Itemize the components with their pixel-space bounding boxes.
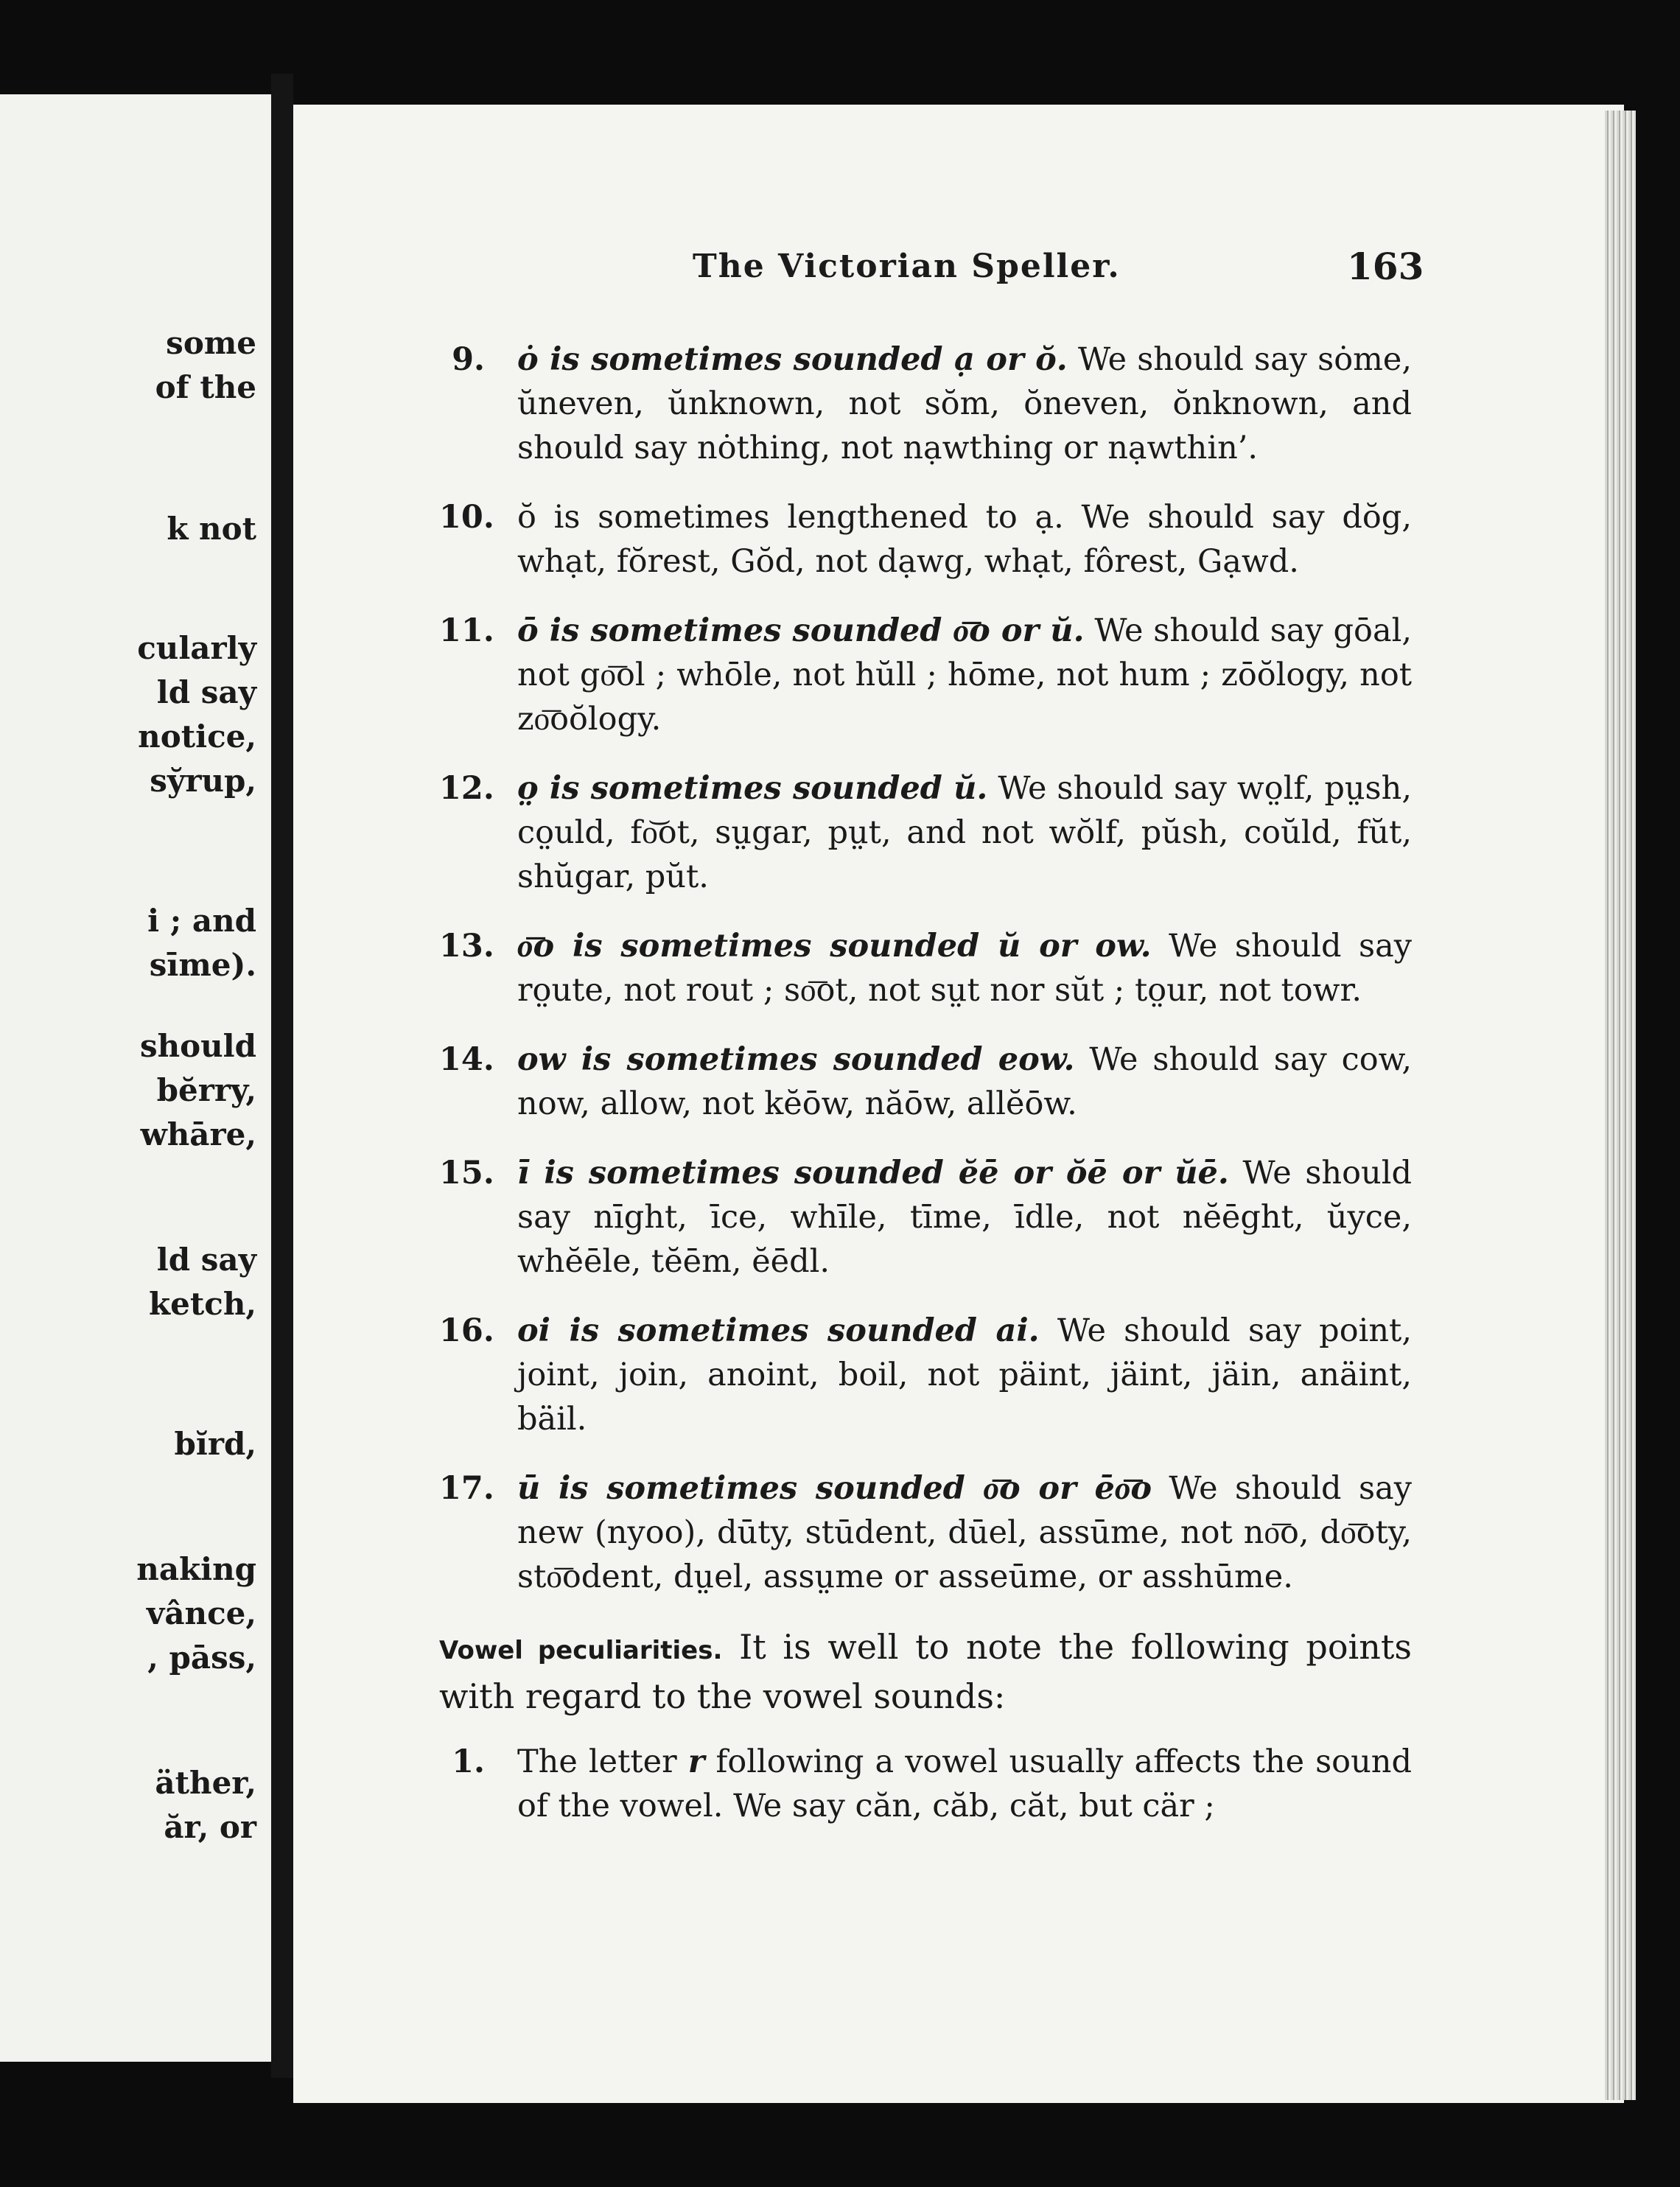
example-text: We should say wo̤lf, pṳsh, co̤uld, fo͝ot, sṳgar, pṳt, and not wŏlf, pŭsh, coŭld, fŭt, shŭgar, pŭt.: [517, 770, 1412, 895]
margin-fragment: notice,: [138, 718, 256, 755]
margin-fragment: whāre,: [140, 1116, 256, 1152]
rule-text: ȯ is sometimes sounded ạ or ŏ.: [517, 341, 1068, 378]
rule-text: o̤ is sometimes sounded ŭ.: [517, 770, 988, 807]
margin-fragment: naking: [136, 1551, 256, 1587]
rule-text: ī is sometimes sounded ĕē or ŏē or ŭē.: [517, 1155, 1229, 1192]
rule-item: [439, 1466, 1412, 1599]
item-number: 11.: [439, 612, 494, 649]
item-number: 14.: [439, 1041, 494, 1078]
margin-fragment: k not: [167, 511, 256, 547]
item-number: 13.: [439, 928, 494, 965]
margin-fragment: sy̆rup,: [150, 763, 256, 799]
rule-item: [439, 495, 1412, 584]
rule-item: [439, 1151, 1412, 1284]
rule-text: o͞o is sometimes sounded ŭ or ow.: [517, 928, 1152, 965]
rule-text: ū is sometimes sounded o͞o or ēo͞o: [517, 1470, 1152, 1507]
margin-fragment: ketch,: [149, 1286, 256, 1322]
margin-fragment: some: [166, 325, 256, 361]
margin-fragment: cularly: [137, 630, 256, 666]
margin-fragment: bĕrry,: [156, 1072, 256, 1108]
page-content: [439, 337, 1412, 1853]
section-list-item: [439, 1740, 1412, 1828]
facing-page: [0, 94, 271, 2062]
item-number: 17.: [439, 1470, 494, 1507]
rule-text: ow is sometimes sounded eow.: [517, 1041, 1075, 1078]
example-text: We should say new (nyoo), dūty, stūdent, dūel, assūme, not no͞o, do͞oty, sto͞odent, dṳel, assṳme or asseūme, or asshūme.: [517, 1470, 1412, 1595]
rule-item: [439, 1037, 1412, 1126]
example-text: ŏ is sometimes lengthened to ạ. We should say dŏg, whạt, fŏrest, Gŏd, not dạwg, whạt, fôrest, Gạwd.: [517, 499, 1412, 580]
item-number: 15.: [439, 1155, 494, 1192]
item-number: 1.: [452, 1743, 485, 1780]
section-intro: It is well to note the following points with regard to the vowel sounds:: [439, 1627, 1412, 1716]
margin-fragment: vânce,: [146, 1595, 256, 1631]
example-text: We should say cow, now, allow, not kĕōw, năōw, allĕōw.: [517, 1041, 1412, 1122]
margin-fragment: , pāss,: [147, 1640, 256, 1676]
running-head: The Victorian Speller.: [693, 248, 1121, 285]
margin-fragment: bĭrd,: [174, 1426, 256, 1462]
item-number: 10.: [439, 499, 494, 536]
margin-fragment: ăr, or: [164, 1809, 256, 1845]
letter-r: r: [687, 1743, 705, 1780]
page-edges: [1605, 111, 1636, 2100]
rule-text: oi is sometimes sounded ai.: [517, 1312, 1040, 1349]
example-text: We should say nīght, īce, whīle, tīme, īdle, not nĕēght, ŭyce, whĕēle, tĕēm, ĕēdl.: [517, 1155, 1412, 1280]
rule-item: [439, 1309, 1412, 1441]
rule-item: [439, 766, 1412, 899]
example-text: We should say gōal, not go͞ol ; whōle, not hŭll ; hōme, not hum ; zōŏlogy, not zo͞oŏlogy.: [517, 612, 1413, 738]
margin-fragment: äther,: [155, 1765, 256, 1801]
rule-item: [439, 924, 1412, 1012]
rule-item: [439, 609, 1412, 741]
rule-text: ō is sometimes sounded o͞o or ŭ.: [517, 612, 1085, 649]
item-number: 9.: [452, 341, 485, 378]
book-gutter: [271, 74, 293, 2078]
example-text: We should say point, joint, join, anoint, boil, not päint, jäint, jäin, anäint, bäil.: [517, 1312, 1412, 1438]
rule-item: [439, 337, 1412, 470]
item-text-start: The letter: [517, 1743, 677, 1780]
section-heading: Vowel peculiarities.: [439, 1636, 723, 1665]
example-text: We should say ro̤ute, not rout ; so͞ot, not sṳt nor sŭt ; to̤ur, not towr.: [517, 928, 1413, 1009]
item-number: 12.: [439, 770, 494, 807]
margin-fragment: i ; and: [147, 903, 256, 939]
page-number: 163: [1347, 245, 1424, 288]
item-text-end: following a vowel usually affects the sound of the vowel. We say căn, căb, căt, but cär ;: [517, 1743, 1412, 1824]
margin-fragment: sīme).: [149, 947, 256, 983]
margin-fragment: ld say: [156, 674, 256, 710]
example-text: We should say sȯme, ŭneven, ŭnknown, not sŏm, ŏneven, ŏnknown, and should say nȯthing, not nạwthing or nạwthin’.: [517, 341, 1413, 466]
margin-fragment: ld say: [156, 1242, 256, 1278]
section-paragraph: [439, 1624, 1412, 1719]
margin-fragment: should: [139, 1028, 256, 1064]
margin-fragment: of the: [155, 369, 256, 405]
item-number: 16.: [439, 1312, 494, 1349]
